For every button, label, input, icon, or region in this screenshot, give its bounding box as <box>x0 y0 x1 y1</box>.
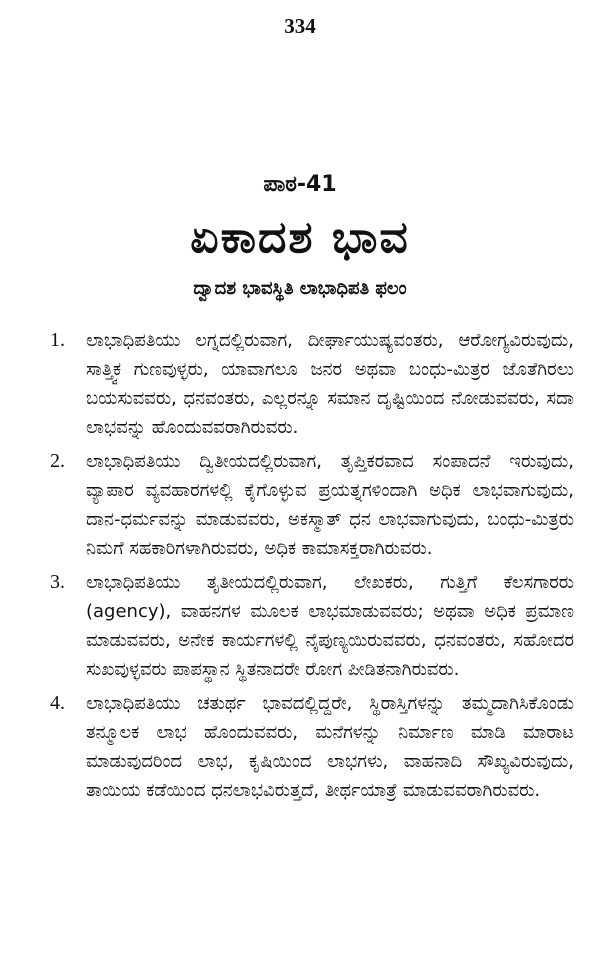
page-number: 334 <box>284 14 316 38</box>
list-item <box>50 689 574 805</box>
list-item <box>50 326 574 442</box>
item-number: 4. <box>50 692 65 714</box>
item-number: 2. <box>50 450 65 472</box>
item-number: 1. <box>50 329 65 351</box>
item-number: 3. <box>50 571 65 593</box>
list-item <box>50 568 574 684</box>
chapter-title: ಏಕಾದಶ ಭಾವ <box>190 212 410 263</box>
item-text: ಲಾಭಾಧಿಪತಿಯು ಚತುರ್ಥ ಭಾವದಲ್ಲಿದ್ದರೇ, ಸ್ಥಿರಾಸ್ತಿಗಳನ್ನು ತಮ್ಮದಾಗಿಸಿಕೊಂಡು ತನ್ಮೂಲಕ ಲಾಭ ಹೊಂದುವವರು, ಮನೆಗಳನ್ನು ನಿರ್ಮಾಣ ಮಾಡಿ ಮಾರಾಟ ಮಾಡುವುದರಿಂದ ಲಾಭ, ಕೃಷಿಯಿಂದ ಲಾಭಗಳು, ವಾಹನಾದಿ ಸೌಖ್ಯವಿರುವುದು, ತಾಯಿಯ ಕಡೆಯಿಂದ ಧನಲಾಭವಿರುತ್ತದೆ, ತೀರ್ಥಯಾತ್ರೆ ಮಾಡುವವರಾಗಿರುವರು. <box>86 693 574 801</box>
list-item <box>50 447 574 563</box>
numbered-list <box>50 326 574 810</box>
item-text: ಲಾಭಾಧಿಪತಿಯು ಲಗ್ನದಲ್ಲಿರುವಾಗ, ದೀರ್ಘಾಯುಷ್ಯವಂತರು, ಆರೋಗ್ಯವಿರುವುದು, ಸಾತ್ತ್ವಿಕ ಗುಣವುಳ್ಳರು, ಯಾವಾಗಲೂ ಜನರ ಅಥವಾ ಬಂಧು-ಮಿತ್ರರ ಜೊತೆಗಿರಲು ಬಯಸುವವರು, ಧನವಂತರು, ಎಲ್ಲರನ್ನೂ ಸಮಾನ ದೃಷ್ಟಿಯಿಂದ ನೋಡುವವರು, ಸದಾ ಲಾಭವನ್ನು ಹೊಂದುವವರಾಗಿರುವರು. <box>86 330 574 438</box>
item-text: ಲಾಭಾಧಿಪತಿಯು ದ್ವಿತೀಯದಲ್ಲಿರುವಾಗ, ತೃಪ್ತಿಕರವಾದ ಸಂಪಾದನೆ ಇರುವುದು, ವ್ಯಾಪಾರ ವ್ಯವಹಾರಗಳಲ್ಲಿ ಕೈಗೊಳ್ಳುವ ಪ್ರಯತ್ನಗಳಿಂದಾಗಿ ಅಧಿಕ ಲಾಭವಾಗುವುದು, ದಾನ-ಧರ್ಮವನ್ನು ಮಾಡುವವರು, ಅಕಸ್ಮಾತ್ ಧನ ಲಾಭವಾಗುವುದು, ಬಂಧು-ಮಿತ್ರರು ನಿಮಗೆ ಸಹಕಾರಿಗಳಾಗಿರುವರು, ಅಧಿಕ ಕಾಮಾಸಕ್ತರಾಗಿರುವರು. <box>86 451 574 559</box>
item-text: ಲಾಭಾಧಿಪತಿಯು ತೃತೀಯದಲ್ಲಿರುವಾಗ, ಲೇಖಕರು, ಗುತ್ತಿಗೆ ಕೆಲಸಗಾರರು (agency), ವಾಹನಗಳ ಮೂಲಕ ಲಾಭಮಾಡುವವರು; ಅಥವಾ ಅಧಿಕ ಪ್ರಮಾಣ ಮಾಡುವವರು, ಅನೇಕ ಕಾರ್ಯಗಳಲ್ಲಿ ನೈಪುಣ್ಯಯಿರುವವರು, ಧನವಂತರು, ಸಹೋದರ ಸುಖವುಳ್ಳವರು ಪಾಪಸ್ಥಾನ ಸ್ಥಿತನಾದರೇ ರೋಗ ಪೀಡಿತನಾಗಿರುವರು. <box>86 572 574 680</box>
chapter-subtitle: ದ್ವಾದಶ ಭಾವಸ್ಥಿತಿ ಲಾಭಾಧಿಪತಿ ಫಲಂ <box>193 278 407 299</box>
lesson-label: ಪಾಠ-41 <box>263 172 337 197</box>
